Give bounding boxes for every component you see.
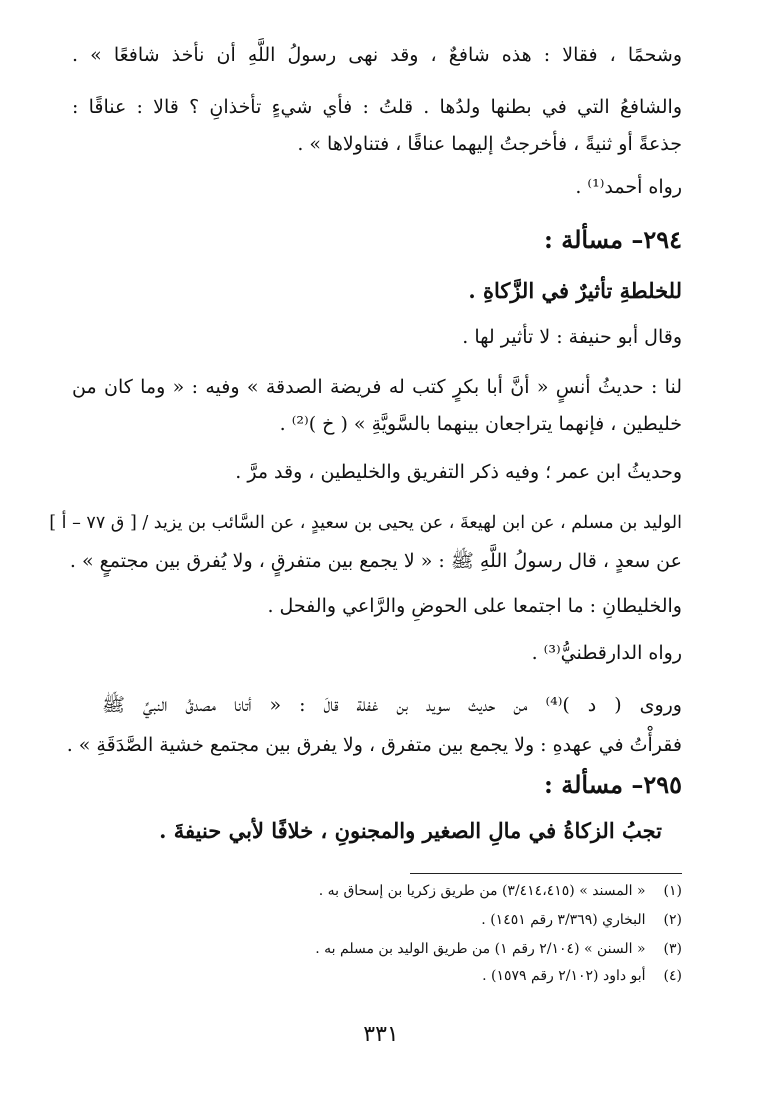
footnote: [72, 879, 682, 903]
footnote-number: (٢): [663, 912, 682, 928]
page-number: ٣٣١: [363, 1022, 399, 1047]
footnote: [72, 964, 682, 988]
text-line: الوليد بن مسلم ، عن ابن لهيعةَ ، عن يحيى بن سعيدٍ ، عن السَّائب بن يزيد / [ ق ٧٧ – أ ]: [49, 513, 682, 533]
footnote-text: « المسند » (٣/٤١٤،٤١٥) من طريق زكريا بن إسحاق به .: [318, 883, 646, 899]
text-line: عن سعدٍ ، قال رسولُ اللَّهِ ﷺ : « لا يجمع بين متفرقٍ ، ولا يُفرق بين مجتمعٍ » .: [69, 550, 682, 572]
footnote: [72, 937, 682, 961]
footnote-number: (٣): [663, 941, 682, 957]
section-heading-295: ٢٩٥– مسألة :: [544, 770, 682, 799]
issue-statement: للخلطةِ تأثيرٌ في الزَّكاةِ .: [468, 278, 682, 303]
text-line: وحديثُ ابن عمر ؛ وفيه ذكر التفريق والخليطين ، وقد مرَّ .: [235, 461, 682, 483]
text-line: وقال أبو حنيفة : لا تأثير لها .: [462, 326, 682, 348]
text-line: والخليطانِ : ما اجتمعا على الحوضِ والرَّاعي والفحل .: [267, 595, 682, 617]
text-line: جذعةً أو ثنيةً ، فأخرجتُ إليهما عناقًا ، فتناولاها » .: [297, 133, 682, 155]
footnote-text: البخاري (٣/٣٦٩ رقم ١٤٥١) .: [481, 912, 646, 928]
text-line: لنا : حديثُ أنسٍ « أنَّ أبا بكرٍ كتب له فريضة الصدقة » وفيه : « وما كان من: [72, 376, 682, 398]
text-line: فقرأْتُ في عهدهِ : ولا يجمع بين متفرق ، ولا يفرق بين مجتمع خشية الصَّدَقَةِ » .: [66, 734, 682, 756]
footnote: [72, 908, 682, 932]
text-line: والشافعُ التي في بطنها ولدُها . قلتُ : فأي شيءٍ تأخذانِ ؟ قالا : عناقًا :: [72, 96, 682, 118]
text-line: رواه الدارقطنيُّ⁽³⁾ .: [531, 642, 682, 664]
text-line: وشحمًا ، فقالا : هذه شافعٌ ، وقد نهى رسولُ اللَّهِ أن نأخذ شافعًا » .: [72, 44, 682, 66]
section-heading-294: ٢٩٤– مسألة :: [544, 225, 682, 254]
footnote-number: (١): [663, 883, 682, 899]
text-line: رواه أحمد⁽¹⁾ .: [575, 176, 682, 198]
footnote-text: أبو داود (٢/١٠٢ رقم ١٥٧٩) .: [482, 968, 646, 984]
issue-statement: تجبُ الزكاةُ في مالِ الصغير والمجنونِ ، خلافًا لأبي حنيفةَ .: [159, 818, 662, 843]
footnote-text: « السنن » (٢/١٠٤ رقم ١) من طريق الوليد بن مسلم به .: [315, 941, 646, 957]
footnote-number: (٤): [663, 968, 682, 984]
footnote-divider: [410, 873, 682, 874]
text-line: خليطين ، فإنهما يتراجعان بينهما بالسَّويَّةِ » ( خ )⁽²⁾ .: [279, 413, 682, 435]
text-line: وروى ( د )⁽⁴⁾ من حديث سويد بن غفلة قالَ : « أتانا مصدقُ النبيِّ ﷺ: [102, 694, 682, 716]
